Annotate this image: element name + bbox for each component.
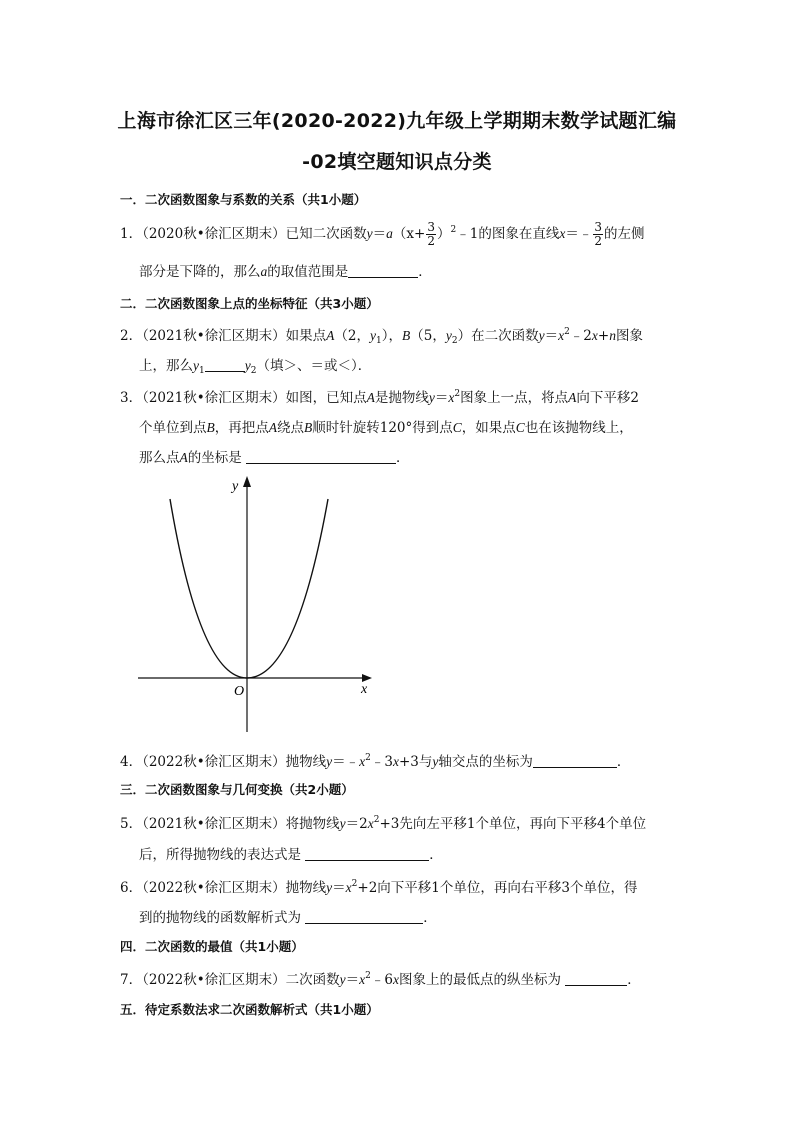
answer-blank-q7[interactable] (565, 973, 627, 986)
answer-blank-q1[interactable] (348, 265, 418, 278)
origin-label: O (234, 684, 245, 699)
question-6-line-2: 到的抛物线的函数解析式为 ． (139, 910, 437, 926)
question-1-line-1: 1．（2020秋•徐汇区期末）已知二次函数y＝a（x+ $\frac{3}{2}$ ）$^2$﹣1的图象在直线x＝﹣ $\frac{3}{2}$ 的左侧 (120, 220, 645, 248)
question-6-line-1: 6．（2022秋•徐汇区期末）抛物线$y=x^2+2$向下平移1个单位，再向右平移3个单位，得 (120, 879, 638, 896)
fraction-three-halves-2: $\frac{3}{2}$ (594, 220, 602, 248)
question-3-line-1: 3．（2021秋•徐汇区期末）如图，已知点A是抛物线$y=x^2$图象上一点，将点A向下平移2 (120, 389, 639, 406)
question-5-line-2: 后，所得抛物线的表达式是 ． (139, 847, 443, 863)
question-5-line-1: 5．（2021秋•徐汇区期末）将抛物线$y=2x^2+3$先向左平移1个单位，再向下平移4个单位 (120, 815, 647, 832)
question-7-line-1: 7．（2022秋•徐汇区期末）二次函数$y=x^2﹣6x$图象上的最低点的纵坐标为 ． (120, 971, 641, 988)
answer-blank-q4[interactable] (533, 755, 617, 768)
section-heading-4: 四．二次函数的最值（共1小题） (120, 939, 304, 954)
answer-blank-q2[interactable] (205, 359, 245, 372)
answer-blank-q6[interactable] (305, 911, 423, 924)
question-2-line-1: 2．（2021秋•徐汇区期末）如果点A（2，$y_1$），B（5，$y_2$）在二次函数$y=x^2﹣2x+n$图象 (120, 327, 643, 346)
parabola-figure (130, 470, 380, 740)
section-heading-5: 五．待定系数法求二次函数解析式（共1小题） (120, 1002, 379, 1017)
question-1-line-2: 部分是下降的，那么a的取值范围是 ． (139, 264, 432, 280)
answer-blank-q3[interactable] (246, 451, 396, 464)
y-axis-arrow-icon (243, 476, 251, 487)
document-title-line-2: -02填空题知识点分类 (302, 151, 492, 173)
section-heading-1: 一．二次函数图象与系数的关系（共1小题） (120, 192, 367, 207)
question-3-line-2: 个单位到点B，再把点A绕点B顺时针旋转120°得到点C，如果点C也在该抛物线上， (139, 420, 633, 436)
question-3-line-3: 那么点A的坐标是 ． (139, 450, 410, 466)
fraction-three-halves: $\frac{3}{2}$ (427, 220, 435, 248)
answer-blank-q5[interactable] (305, 848, 429, 861)
document-title-line-1: 上海市徐汇区三年(2020-2022)九年级上学期期末数学试题汇编 (117, 110, 677, 132)
question-2-line-2: 上，那么$y_1$ $y_2$（填＞、＝或＜）． (139, 358, 372, 376)
question-4-line-1: 4．（2022秋•徐汇区期末）抛物线$y=﹣x^2﹣3x+3$与y轴交点的坐标为 ． (120, 753, 631, 770)
parabola-curve (170, 499, 328, 678)
x-axis-arrow-icon (362, 674, 372, 682)
x-axis-label: x (361, 682, 368, 697)
section-heading-2: 二．二次函数图象上点的坐标特征（共3小题） (120, 296, 379, 311)
section-heading-3: 三．二次函数图象与几何变换（共2小题） (120, 782, 354, 797)
y-axis-label: y (232, 479, 239, 494)
